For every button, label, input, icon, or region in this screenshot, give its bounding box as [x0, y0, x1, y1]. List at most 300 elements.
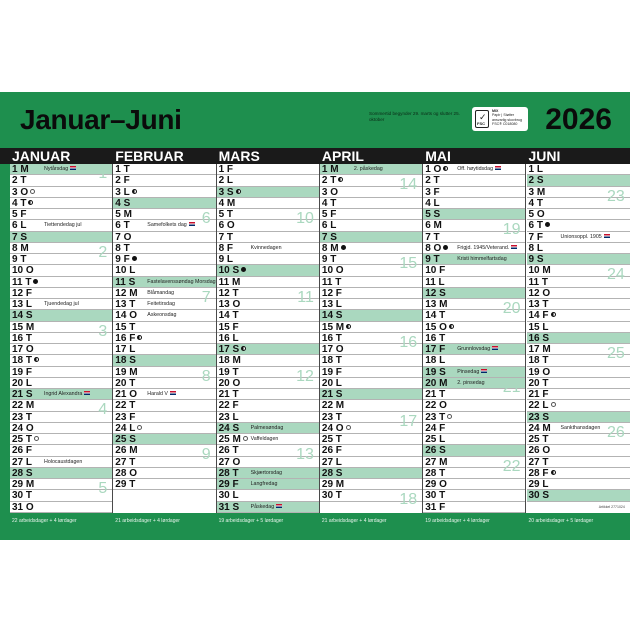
day-number: 17 S [219, 344, 247, 355]
day-number: 16 T [12, 332, 33, 344]
day-row [10, 490, 112, 501]
month-column-februar [113, 148, 216, 513]
day-number: 31 O [12, 501, 34, 513]
month-name: FEBRUAR [115, 148, 184, 164]
day-row [423, 355, 525, 366]
holiday-label: 2. pinsedag [457, 379, 485, 386]
day-row [10, 243, 112, 254]
day-number: 13 M [425, 299, 448, 310]
day-number: 17 O [321, 344, 344, 355]
day-number: 3 M [528, 186, 546, 198]
day-row [423, 344, 525, 355]
day-row [113, 265, 215, 276]
holiday-label: Langfredag [250, 481, 278, 487]
day-number: 30 T [12, 490, 33, 502]
day-number: 8 F [218, 242, 234, 254]
week-number: 23 [607, 187, 625, 205]
day-number: 31 F [425, 501, 446, 513]
flag-icon [511, 245, 517, 249]
day-row [527, 468, 630, 479]
day-number: 18 L [425, 355, 446, 367]
day-number: 27 O [218, 456, 241, 468]
day-number: 25 T [528, 434, 549, 445]
day-row [113, 164, 215, 175]
week-number: 8 [201, 367, 211, 385]
day-row [113, 322, 215, 333]
day-number: 21 T [425, 389, 446, 400]
day-row [217, 490, 319, 501]
article-note: Artikkel 2771024 [598, 504, 625, 509]
week-number: 14 [399, 176, 418, 194]
day-number: 17 M [528, 344, 551, 355]
day-row [423, 265, 525, 276]
day-number: 4 S [115, 197, 131, 209]
day-number: 23 T [12, 411, 33, 423]
day-number: 30 S [528, 490, 550, 502]
day-row [217, 434, 319, 445]
day-row [423, 277, 525, 288]
day-row [527, 333, 630, 344]
day-number: 14 F [529, 310, 556, 321]
month-grid [10, 148, 630, 513]
day-row [113, 378, 215, 389]
day-row [527, 378, 630, 389]
day-number: 19 F [321, 366, 342, 378]
day-number: 22 M [12, 400, 35, 412]
week-number: 6 [201, 210, 211, 227]
day-row [320, 288, 422, 299]
day-number: 20 O [218, 377, 241, 389]
day-number: 29 L [528, 479, 549, 490]
day-number: 8 O [425, 243, 448, 254]
day-number: 30 T [321, 490, 342, 502]
day-row [10, 423, 112, 434]
week-number: 9 [201, 446, 211, 464]
day-row [113, 457, 215, 468]
day-row [10, 355, 112, 366]
week-number: 4 [98, 401, 108, 419]
day-number: 6 M [425, 220, 442, 232]
day-number: 3 S [219, 187, 241, 198]
day-row [320, 277, 422, 288]
day-number: 3 O [321, 186, 339, 198]
week-number: 11 [297, 288, 314, 306]
holiday-label: Unionsoppl. 1905 [561, 232, 610, 243]
day-number: 4 M [218, 197, 236, 209]
day-number: 29 M [321, 479, 345, 490]
week-number: 18 [399, 491, 418, 509]
day-number: 26 O [528, 445, 551, 457]
day-number: 1 M [321, 164, 339, 175]
workday-count: 21 arbeidsdager + 4 lørdager [321, 518, 387, 524]
day-row [423, 198, 525, 209]
day-number: 14 S [12, 310, 33, 322]
day-number: 13 O [218, 299, 241, 310]
flag-icon [492, 346, 498, 350]
day-row [527, 254, 630, 265]
day-row [423, 254, 525, 265]
day-row [527, 412, 630, 423]
day-row [423, 164, 525, 175]
day-number: 29 T [115, 479, 136, 490]
fsc-tree-icon: ✓ FSC [475, 110, 489, 128]
day-number: 7 T [218, 231, 234, 243]
day-row [217, 277, 319, 288]
day-number: 2 T [322, 175, 343, 186]
day-row [113, 423, 215, 434]
day-number: 3 L [115, 187, 136, 198]
week-number: 25 [607, 345, 625, 362]
day-row [527, 367, 630, 378]
day-row [527, 209, 630, 220]
day-row [113, 254, 215, 265]
day-row [423, 412, 525, 423]
day-row [10, 175, 112, 186]
day-number: 20 T [115, 377, 136, 389]
day-number: 19 O [528, 366, 551, 378]
day-row [10, 333, 112, 344]
day-number: 2 T [425, 175, 440, 187]
day-number: 2 L [218, 175, 234, 187]
day-number: 2 T [12, 175, 27, 187]
day-row [217, 254, 319, 265]
day-number: 27 T [115, 456, 136, 468]
day-number: 28 S [12, 467, 33, 479]
day-row [217, 479, 319, 490]
day-row [423, 490, 525, 501]
day-number: 9 T [321, 254, 337, 265]
moon-new-icon [132, 256, 137, 261]
day-row [217, 322, 319, 333]
week-number: 10 [296, 210, 314, 227]
moon-full-icon [30, 189, 35, 194]
day-number: 16 T [321, 332, 342, 344]
day-row [423, 175, 525, 186]
day-row [320, 243, 422, 254]
day-row [113, 445, 215, 456]
day-number: 18 T [12, 355, 39, 366]
day-number: 6 L [12, 220, 27, 232]
day-number: 25 T [12, 434, 39, 445]
day-row [10, 434, 112, 445]
holiday-label: Påskedag [251, 502, 283, 513]
moon-new-icon [545, 222, 550, 227]
day-number: 13 L [321, 299, 342, 310]
day-number: 4 T [321, 197, 337, 209]
workday-count: 20 arbeidsdager + 5 lørdager [528, 518, 594, 524]
day-row [527, 310, 630, 321]
day-number: 11 L [425, 276, 445, 288]
holiday-label: Sankthansdagen [560, 424, 601, 431]
day-row [113, 389, 215, 400]
fsc-logo: ✓ FSC MIX Papir | Støtter ansvarlig skovbrug FSC® C018080 [472, 107, 528, 131]
day-number: 31 S [218, 501, 240, 513]
day-row [113, 400, 215, 411]
moon-full-icon [447, 414, 452, 419]
day-row [320, 322, 422, 333]
day-number: 23 F [115, 411, 136, 423]
month-name: JANUAR [12, 148, 71, 164]
week-number: 21 [502, 378, 521, 396]
moon-half-icon [28, 200, 33, 205]
day-number: 10 L [115, 265, 136, 277]
day-row [527, 243, 630, 254]
day-row [113, 277, 215, 288]
day-number: 8 L [528, 242, 543, 254]
flag-icon [84, 391, 90, 395]
day-number: 6 T [529, 220, 550, 231]
day-row [217, 400, 319, 411]
day-number: 1 F [218, 164, 234, 175]
day-number: 6 L [321, 220, 337, 232]
day-number: 5 F [12, 209, 27, 220]
day-row [10, 277, 112, 288]
day-row [10, 209, 112, 220]
day-row [320, 389, 422, 400]
day-number: 21 S [321, 389, 343, 400]
holiday-label: Grunnlovsdag [457, 344, 498, 355]
holiday-label: Feitetirsdag [147, 301, 175, 307]
day-number: 14 O [115, 310, 137, 322]
day-row [423, 423, 525, 434]
footer-counts [10, 515, 630, 529]
day-number: 12 T [218, 287, 239, 299]
day-number: 11 S [115, 276, 136, 288]
moon-new-icon [241, 267, 246, 272]
day-number: 24 F [425, 422, 446, 434]
day-row [113, 175, 215, 186]
day-row [423, 288, 525, 299]
day-number: 26 M [115, 445, 138, 457]
moon-half-icon [132, 189, 137, 194]
flag-icon [189, 222, 195, 226]
moon-full-icon [34, 436, 39, 441]
day-number: 14 T [425, 310, 446, 322]
day-number: 20 L [321, 377, 342, 389]
day-row [10, 367, 112, 378]
workday-count: 19 arbeidsdager + 4 lørdager [425, 518, 490, 524]
day-row [527, 164, 630, 175]
day-row [320, 367, 422, 378]
day-number: 13 T [115, 299, 136, 310]
day-number: 28 O [115, 467, 137, 479]
week-number: 19 [502, 221, 521, 239]
day-number: 13 L [12, 299, 33, 310]
day-number: 5 T [218, 209, 234, 220]
month-column-juni [527, 148, 630, 513]
day-row [527, 288, 630, 299]
day-row [423, 445, 525, 456]
day-number: 19 S [425, 366, 446, 378]
day-number: 14 S [321, 310, 343, 322]
day-number: 4 L [425, 197, 440, 209]
moon-half-icon [137, 335, 142, 340]
moon-half-icon [34, 357, 39, 362]
day-row [113, 355, 215, 366]
day-number: 29 M [12, 479, 35, 490]
day-row [10, 299, 112, 310]
month-column-mai [423, 148, 526, 513]
day-number: 20 T [528, 377, 549, 389]
day-number: 25 L [425, 434, 446, 445]
day-row [10, 502, 112, 513]
day-number: 3 O [12, 187, 35, 198]
day-number: 22 L [529, 400, 556, 411]
week-number: 15 [399, 255, 418, 272]
day-number: 16 S [528, 332, 550, 344]
holiday-label: Blåmandag [147, 289, 175, 296]
day-row [217, 423, 319, 434]
day-number: 23 L [218, 411, 239, 423]
day-row [113, 479, 215, 490]
day-row [217, 333, 319, 344]
day-number: 24 S [218, 422, 240, 434]
day-row [10, 400, 112, 411]
day-row [527, 490, 630, 501]
day-number: 24 L [115, 423, 142, 434]
day-row [527, 400, 630, 411]
day-row [320, 164, 422, 175]
day-row [423, 367, 525, 378]
day-number: 24 O [322, 423, 351, 434]
holiday-label: Harald V [147, 389, 176, 400]
day-row [423, 209, 525, 220]
day-number: 28 F [529, 468, 556, 479]
day-row [113, 198, 215, 209]
day-row [217, 187, 319, 198]
day-row [423, 243, 525, 254]
day-number: 10 O [321, 265, 344, 277]
day-row [113, 243, 215, 254]
holiday-label: Off. høytidsdag [457, 164, 501, 175]
moon-new-icon [33, 279, 38, 284]
day-number: 1 O [425, 164, 448, 175]
dst-note: Sommertid begynder 29. marts og slutter 25. oktober [369, 111, 460, 122]
moon-new-icon [341, 245, 346, 250]
day-number: 16 T [425, 332, 446, 344]
month-name: MARS [218, 148, 260, 164]
day-number: 2 F [115, 175, 130, 187]
month-column-januar [10, 148, 113, 513]
day-row [320, 468, 422, 479]
day-number: 18 S [115, 355, 136, 367]
day-number: 10 O [12, 265, 34, 277]
day-number: 17 F [425, 344, 446, 355]
workday-count: 19 arbeidsdager + 5 lørdager [218, 518, 284, 524]
month-name: JUNI [528, 148, 561, 164]
week-number: 22 [502, 457, 521, 475]
day-row [217, 468, 319, 479]
day-row [527, 457, 630, 468]
day-row [113, 367, 215, 378]
day-row [113, 220, 215, 231]
day-row [113, 187, 215, 198]
holiday-label: Frigjd. 1945/Veterand. [457, 243, 517, 254]
day-number: 10 F [425, 265, 446, 277]
day-row [217, 175, 319, 186]
day-number: 7 F [528, 231, 543, 243]
day-row [527, 479, 630, 490]
day-row [320, 209, 422, 220]
day-row [113, 412, 215, 423]
day-number: 15 M [12, 321, 35, 333]
day-number: 11 T [12, 277, 38, 288]
day-number: 22 F [218, 400, 239, 412]
day-number: 9 F [115, 254, 136, 265]
day-row [113, 299, 215, 310]
day-row [217, 164, 319, 175]
day-number: 7 S [12, 231, 28, 243]
day-row [217, 389, 319, 400]
day-row [10, 254, 112, 265]
day-number: 4 T [528, 197, 543, 209]
week-number: 3 [98, 322, 108, 340]
day-number: 22 T [115, 400, 136, 412]
day-row [320, 232, 422, 243]
year-label: 2026 [545, 103, 612, 136]
day-row [217, 310, 319, 321]
day-number: 5 F [321, 209, 337, 220]
day-number: 29 F [218, 479, 239, 490]
day-row [320, 355, 422, 366]
day-number: 5 S [425, 209, 441, 220]
moon-half-icon [443, 166, 448, 171]
calendar-sheet [0, 92, 630, 540]
day-number: 21 F [528, 389, 549, 400]
day-number: 2 S [528, 175, 544, 187]
day-number: 25 M [219, 434, 248, 445]
day-row [10, 344, 112, 355]
day-number: 18 T [528, 355, 549, 367]
day-row [527, 232, 630, 243]
day-row [423, 333, 525, 344]
holiday-label: 2. påskedag [353, 166, 383, 172]
day-number: 9 T [425, 254, 440, 265]
day-row [10, 457, 112, 468]
day-number: 29 O [425, 479, 447, 490]
day-row [320, 479, 422, 490]
day-row [423, 479, 525, 490]
day-row [527, 175, 630, 186]
day-row [217, 502, 319, 513]
flag-icon [481, 369, 487, 373]
week-number: 17 [399, 412, 418, 430]
day-row [320, 198, 422, 209]
day-row [217, 243, 319, 254]
day-row [423, 322, 525, 333]
holiday-label: Kristi himmelfartsdag [457, 256, 507, 262]
day-row [10, 378, 112, 389]
day-row [320, 400, 422, 411]
day-number: 25 S [115, 434, 136, 445]
day-number: 28 S [321, 467, 343, 479]
day-row [320, 434, 422, 445]
moon-half-icon [551, 470, 556, 475]
day-row [527, 322, 630, 333]
moon-half-icon [236, 189, 241, 194]
day-row [10, 468, 112, 479]
day-number: 12 S [425, 287, 446, 299]
day-number: 23 T [321, 411, 342, 423]
day-number: 20 L [12, 377, 33, 389]
day-row [320, 445, 422, 456]
day-number: 23 S [528, 411, 550, 423]
day-number: 14 T [218, 310, 239, 322]
day-number: 1 T [115, 164, 130, 175]
day-row [423, 502, 525, 513]
day-number: 26 T [218, 445, 239, 457]
day-row [10, 164, 112, 175]
